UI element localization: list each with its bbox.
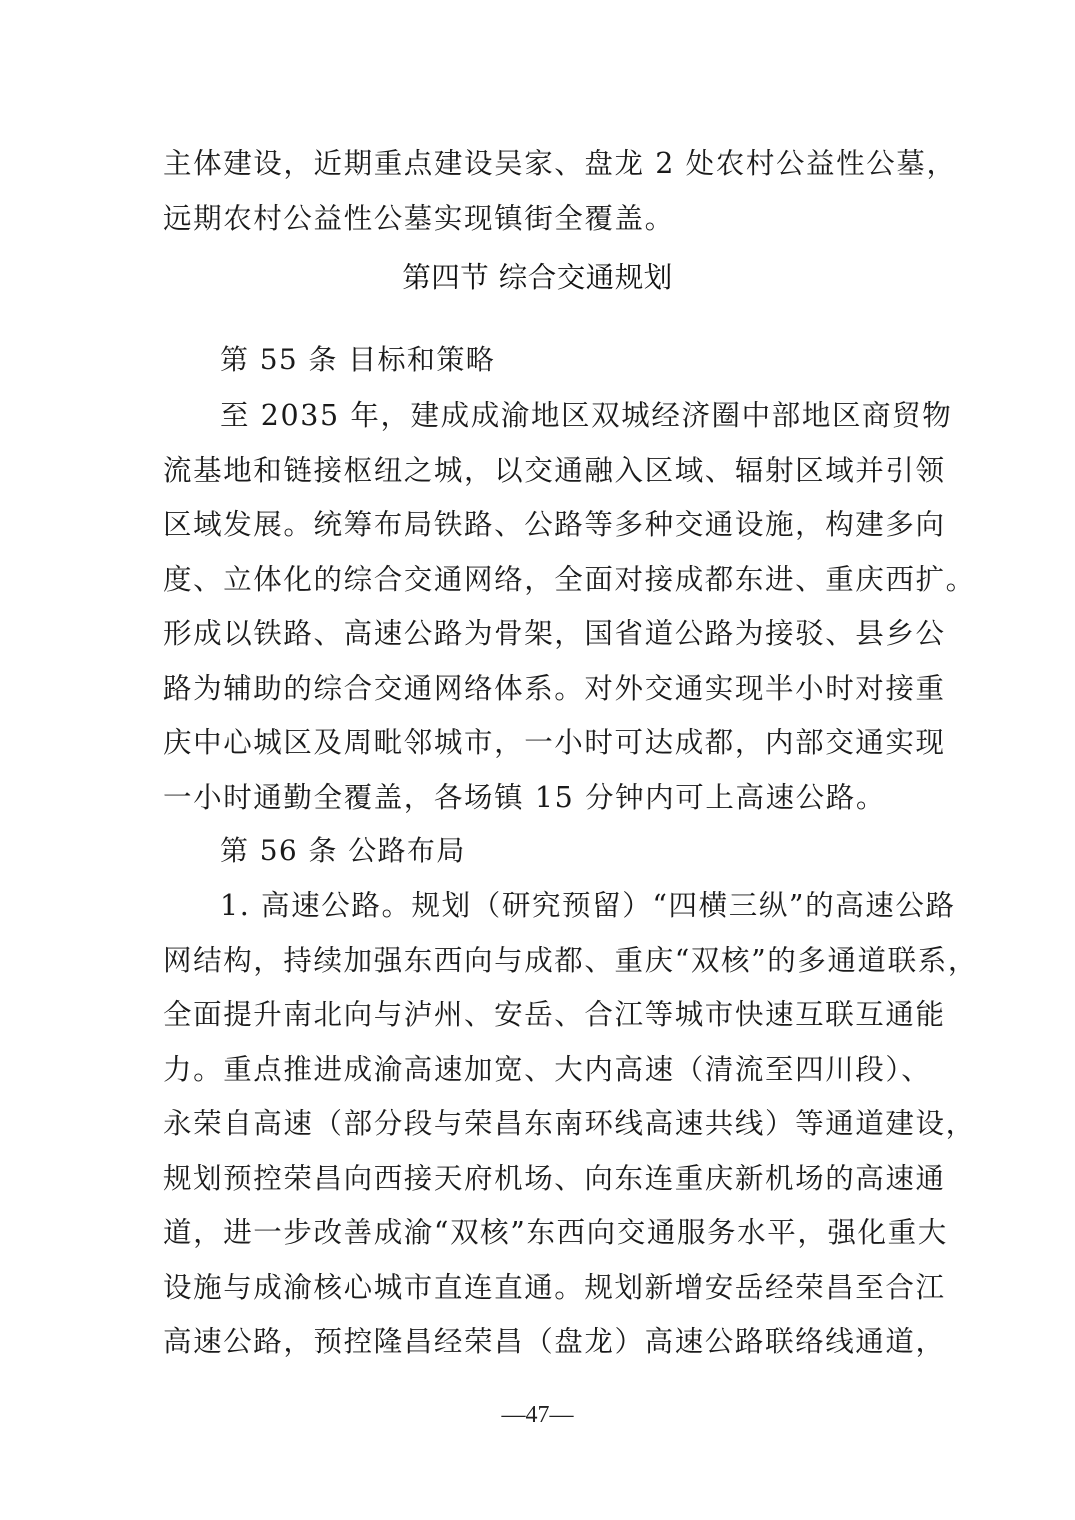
- paragraph-line: 庆中心城区及周毗邻城市，一小时可达成都，内部交通实现: [163, 726, 946, 759]
- section-heading: 第四节 综合交通规划: [402, 261, 673, 294]
- paragraph-line: 力。重点推进成渝高速加宽、大内高速（清流至四川段）、: [163, 1052, 932, 1086]
- paragraph-line: 一小时通勤全覆盖，各场镇 15 分钟内可上高速公路。: [163, 780, 886, 814]
- page-number: —47—: [501, 1402, 574, 1428]
- paragraph-line: 度、立体化的综合交通网络，全面对接成都东进、重庆西扩。: [163, 562, 976, 596]
- article-56-title: 第 56 条 公路布局: [220, 834, 466, 867]
- article-55-title: 第 55 条 目标和策略: [220, 343, 496, 376]
- paragraph-line: 流基地和链接枢纽之城，以交通融入区域、辐射区域并引领: [163, 453, 946, 487]
- paragraph-line: 远期农村公益性公墓实现镇街全覆盖。: [163, 201, 675, 235]
- paragraph-line: 永荣自高速（部分段与荣昌东南环线高速共线）等通道建设，: [163, 1107, 976, 1140]
- article-55-body: [163, 389, 976, 825]
- article-56-body: [163, 879, 978, 1370]
- paragraph-line: 设施与成渝核心城市直连直通。规划新增安岳经荣昌至合江: [163, 1270, 946, 1304]
- paragraph-line: 形成以铁路、高速公路为骨架，国省道公路为接驳、县乡公: [163, 617, 946, 650]
- paragraph-line: 区域发展。统筹布局铁路、公路等多种交通设施，构建多向: [163, 508, 946, 541]
- paragraph-line: 规划预控荣昌向西接天府机场、向东连重庆新机场的高速通: [163, 1161, 946, 1195]
- paragraph-line: 全面提升南北向与泸州、安岳、合江等城市快速互联互通能: [163, 998, 946, 1031]
- paragraph-line: 高速公路，预控隆昌经荣昌（盘龙）高速公路联络线通道，: [163, 1325, 946, 1358]
- paragraph-line: 1. 高速公路。规划（研究预留）“四横三纵”的高速公路: [220, 889, 956, 922]
- paragraph-line: 网结构，持续加强东西向与成都、重庆“双核”的多通道联系，: [163, 943, 978, 977]
- paragraph-cemetery-continuation: [163, 137, 957, 246]
- paragraph-line: 路为辅助的综合交通网络体系。对外交通实现半小时对接重: [163, 671, 946, 705]
- paragraph-line: 主体建设，近期重点建设吴家、盘龙 2 处农村公益性公墓，: [163, 147, 957, 180]
- paragraph-line: 道，进一步改善成渝“双核”东西向交通服务水平，强化重大: [163, 1216, 948, 1249]
- paragraph-line: 至 2035 年，建成成渝地区双城经济圈中部地区商贸物: [220, 399, 953, 432]
